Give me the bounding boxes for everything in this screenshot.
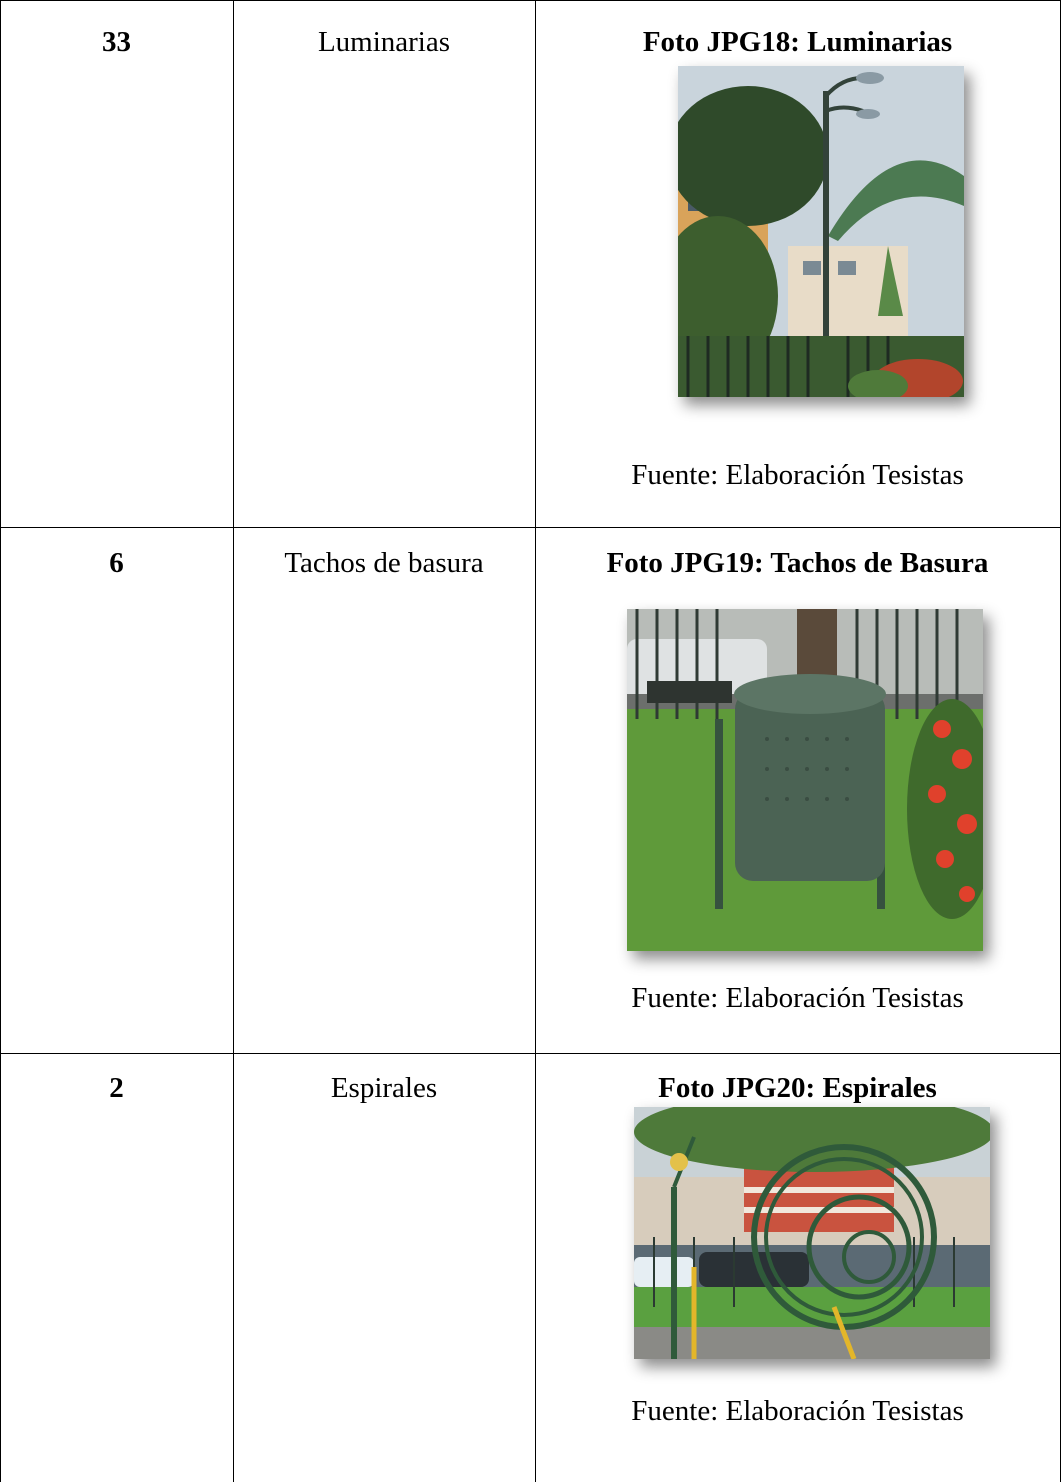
table-border-left [0,0,1,1482]
item-cell: Tachos de basura [284,547,484,579]
item-cell: Luminarias [317,26,451,58]
photo-source: Fuente: Elaboración Tesistas [631,459,964,491]
row-divider [0,1053,1061,1054]
table-border-top [0,0,1061,1]
row-divider [0,527,1061,528]
quantity-cell: 33 [102,26,131,58]
item-cell: Espirales [330,1072,438,1104]
photo-caption: Foto JPG20: Espirales [658,1072,937,1104]
column-divider [535,0,536,1482]
street-lamp-photo [678,66,964,397]
column-divider [233,0,234,1482]
photo-caption: Foto JPG19: Tachos de Basura [606,547,989,579]
photo-caption: Foto JPG18: Luminarias [642,26,953,58]
trash-bin-photo [627,609,983,951]
spiral-sculpture-photo [634,1107,990,1359]
quantity-cell: 2 [109,1072,124,1104]
quantity-cell: 6 [109,547,124,579]
photo-source: Fuente: Elaboración Tesistas [631,982,964,1014]
photo-source: Fuente: Elaboración Tesistas [631,1395,964,1427]
